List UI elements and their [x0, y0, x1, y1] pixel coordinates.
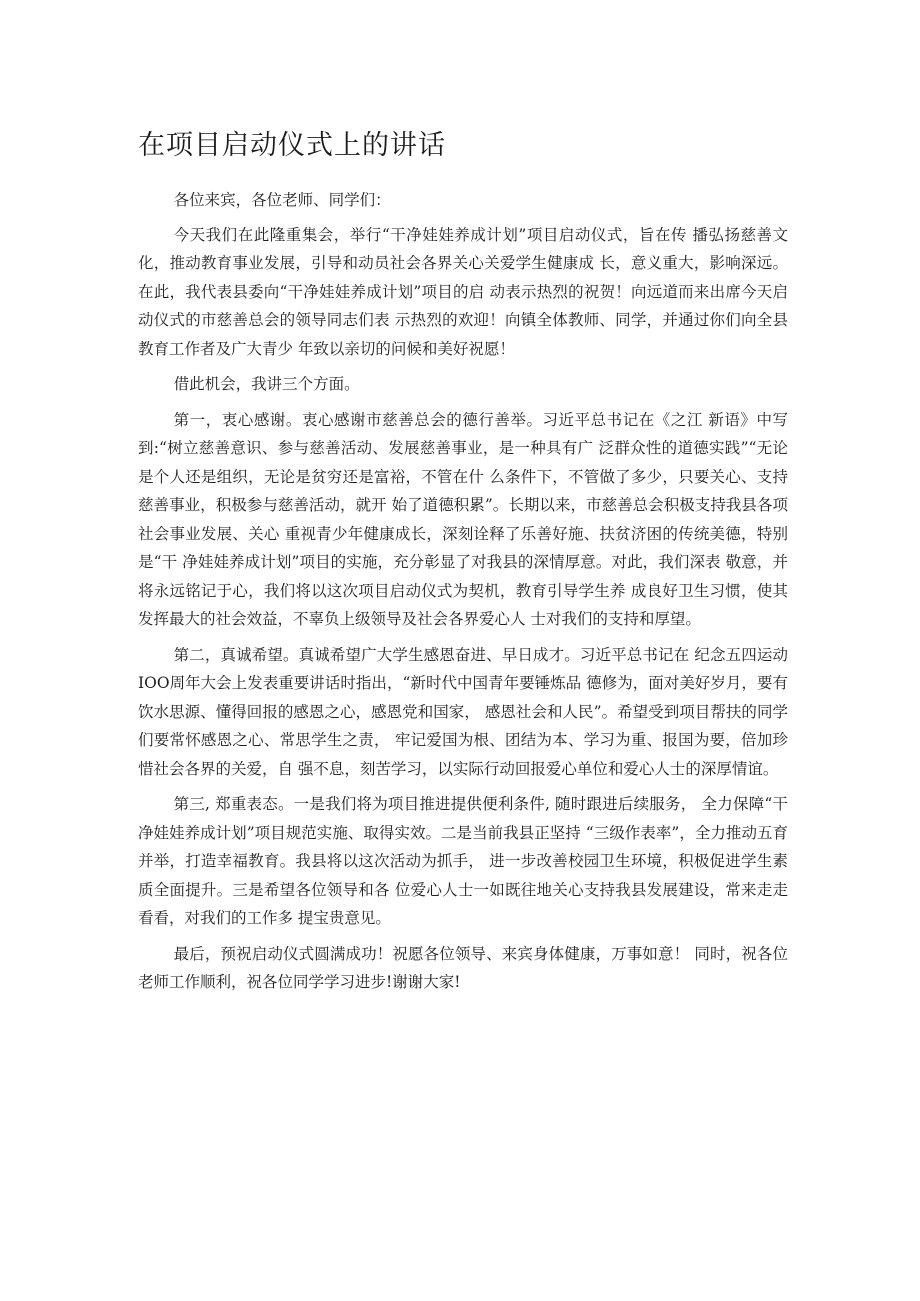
salutation-paragraph: 各位来宾，各位老师、同学们：	[173, 191, 391, 209]
third-point-paragraph: 第三, 郑重表态。一是我们将为项目推进提供便利条件, 随时跟进后续服务， 全力保障“干净娃娃养成计划”项目规范实施、取得实效。二是当前我县正坚持 “三级作表率”，全力推动五育并举，打造幸福教育。我县将以这次活动为抓手， 进一步改善校园卫生环境，积极促进学生素质全面提升。三是希望各位领导和各 位爱心人士一如既往地关心支持我县发展建设，常来走走看看，对我们的工作多 提宝贵意见。	[138, 795, 788, 927]
closing-paragraph: 最后，预祝启动仪式圆满成功！祝愿各位领导、来宾身体健康，万事如意！ 同时，祝各位老师工作顺利，祝各位同学学习进步!谢谢大家!	[138, 944, 788, 991]
second-point-paragraph: 第二，真诚希望。真诚希望广大学生感恩奋进、早日成才。习近平总书记在 纪念五四运动IOO周年大会上发表重要讲话时指出，“新时代中国青年要锤炼品 德修为，面对美好岁月，要有饮水思源、懂得回报的感恩之心，感恩党和国家， 感恩社会和人民”。希望受到项目帮扶的同学们要常怀感恩之心、常思学生之责， 牢记爱国为根、团结为本、学习为重、报国为要，倍加珍惜社会各界的关爱，自 强不息，刻苦学习，以实际行动回报爱心单位和爱心人士的深厚情谊。	[138, 645, 788, 778]
first-point-paragraph: 第一，衷心感谢。衷心感谢市慈善总会的德行善举。习近平总书记在《之江 新语》中写到:“树立慈善意识、参与慈善活动、发展慈善事业，是一种具有广 泛群众性的道德实践”“无论是个人还是组织，无论是贫穷还是富裕，不管在什 么条件下，不管做了多少，只要关心、支持慈善事业，积极参与慈善活动，就开 始了道德积累”。长期以来，市慈善总会积极支持我县各项社会事业发展、关心 重视青少年健康成长，深刻诠释了乐善好施、扶贫济困的传统美德，特别是“干 净娃娃养成计划”项目的实施，充分彰显了对我县的深情厚意。对此，我们深表 敬意，并将永远铭记于心，我们将以这次项目启动仪式为契机，教育引导学生养 成良好卫生习惯，使其发挥最大的社会效益，不辜负上级领导及社会各界爱心人 士对我们的支持和厚望。	[138, 410, 788, 628]
opening-paragraph: 今天我们在此隆重集会，举行“干净娃娃养成计划”项目启动仪式，旨在传 播弘扬慈善文化，推动教育事业发展，引导和动员社会各界关心关爱学生健康成 长，意义重大，影响深远。在此，我代表县委向“干净娃娃养成计划”项目的启 动表示热烈的祝贺！向远道而来出席今天启动仪式的市慈善总会的领导同志们表 示热烈的欢迎！向镇全体教师、同学，并通过你们向全县教育工作者及广大青少 年致以亲切的问候和美好祝愿！	[138, 225, 788, 358]
document-body	[138, 186, 788, 1004]
transition-paragraph: 借此机会，我讲三个方面。	[173, 375, 360, 393]
document-title: 在项目启动仪式上的讲话	[138, 130, 446, 161]
